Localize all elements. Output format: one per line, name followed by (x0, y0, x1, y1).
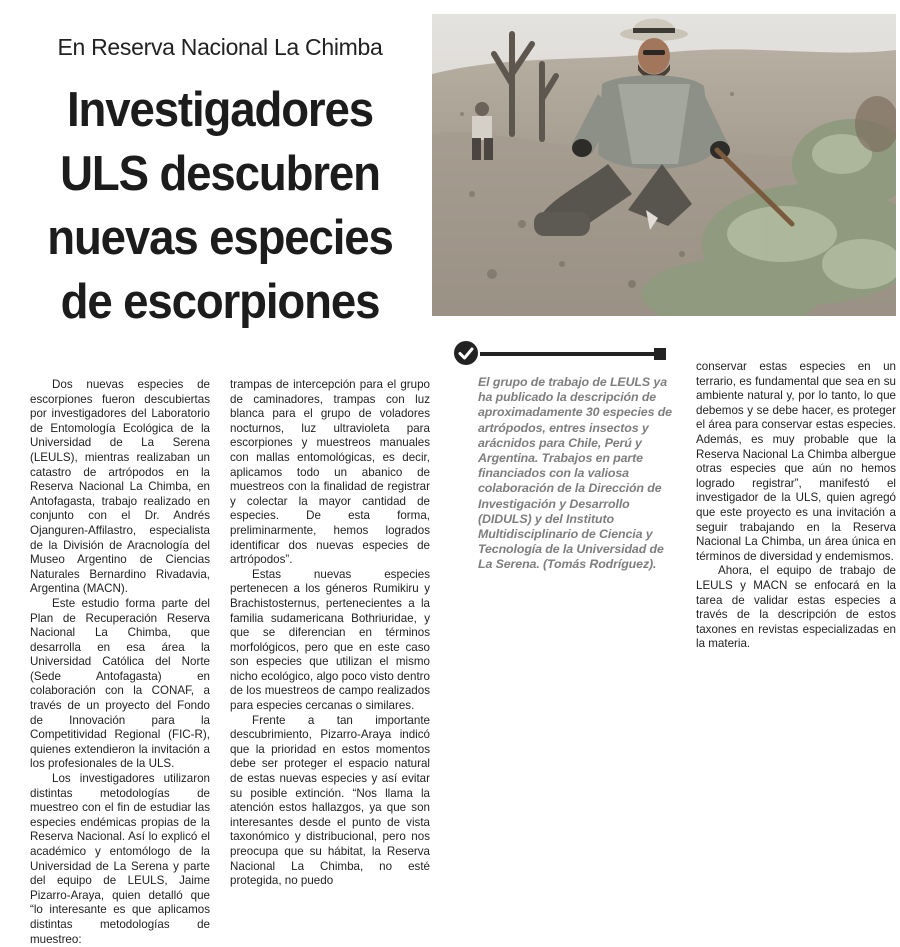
headline (32, 78, 408, 334)
article-paragraph: Ahora, el equipo de trabajo de LEULS y MACN se enfocará en la tarea de validar estas especies a través de la descripción de estos taxones en revistas especializadas en la materia. (696, 564, 896, 651)
article-paragraph: Frente a tan importante descubrimiento, Pizarro-Araya indicó que la prioridad en estos momentos debe ser proteger el espacio natural de estas nuevas especies y así evitar su posible extinción. “Nos llama la atención estos hallazgos, ya que son interesantes desde el punto de vista taxonómico y distribucional, pero nos preocupa que su hábitat, la Reserva Nacional La Chimba, no esté protegida, no puedo (230, 713, 430, 888)
headline-line: ULS descubren (60, 147, 380, 201)
headline-line: Investigadores (66, 83, 374, 137)
sidebar-bar-end (654, 348, 666, 360)
article-paragraph: Este estudio forma parte del Plan de Recuperación Reserva Nacional La Chimba, que desarrolla en esa área la Universidad Católica del Norte (Sede Antofagasta) en colaboración con la CONAF, a través de un proyecto del Fondo de Innovación para la Competitividad Regional (FIC-R), quienes extendieron la invitación a los profesionales de la ULS. (30, 596, 210, 771)
article-column-1 (30, 378, 210, 947)
article-paragraph: conservar estas especies en un terrario, es fundamental que sea en su ambiente natural y, por lo tanto, lo que debemos y se debe hacer, es proteger el área para conservar estas especies. Además, es muy probable que la Reserva Nacional La Chimba albergue otras especies que aún no hemos logrado registrar”, manifestó el investigador de la ULS, quien agregó que este proyecto es una invitación a seguir trabajando en la Reserva Nacional La Chimba, un área única en términos de diversidad y endemismos. (696, 360, 896, 563)
headline-line: de escorpiones (60, 275, 380, 329)
field-research-photo (432, 14, 896, 316)
checkmark-icon (454, 341, 478, 365)
kicker: En Reserva Nacional La Chimba (57, 34, 383, 60)
article-column-3 (696, 360, 896, 652)
headline-line: nuevas especies (47, 211, 393, 265)
article-paragraph: Estas nuevas especies pertenecen a los géneros Rumikiru y Brachistosternus, pertenecientes a la familia sudamericana Bothriuridae, y que se diferencian en términos morfológicos, pero que en este caso son especies que utilizan el mismo nicho ecológico, algo poco visto dentro de los muestreos de campo realizados para especies cercanas o similares. (230, 567, 430, 713)
article-paragraph: trampas de intercepción para el grupo de caminadores, trampas con luz blanca para el grupo de voladores nocturnos, luz ultravioleta para escorpiones y muestreos manuales con mallas entomológicas, es decir, aplicamos todo un abanico de muestreos con la finalidad de registrar y colectar la mayor cantidad de especies. De esta forma, preliminarmente, hemos logrados identificar dos nuevas especies de artrópodos”. (230, 378, 430, 567)
sidebar-pullquote: El grupo de trabajo de LEULS ya ha publicado la descripción de aproximadamente 30 especies de artrópodos, entres insectos y arácnidos para Chile, Perú y Argentina. Trabajos en parte financiados con la valiosa colaboración de la Dirección de Investigación y Desarrollo (DIDULS) y del Instituto Multidisciplinario de Ciencia y Tecnología de la Universidad de La Serena. (Tomás Rodríguez). (478, 375, 672, 572)
sidebar-divider (480, 352, 654, 356)
article-column-2 (230, 378, 430, 889)
sidebar-header-bar (450, 340, 666, 366)
article-paragraph: Los investigadores utilizaron distintas metodologías de muestreo con el fin de estudiar las especies endémicas propias de la Reserva Nacional. Así lo explicó el académico y entomólogo de la Universidad de La Serena y parte del equipo de LEULS, Jaime Pizarro-Araya, quien detalló que “lo interesante es que aplicamos distintas metodologías de muestreo: (30, 772, 210, 946)
article-paragraph: Dos nuevas especies de escorpiones fueron descubiertas por investigadores del Laboratorio de Entomología Ecológica de la Universidad de La Serena (LEULS), mientras realizaban un catastro de artrópodos en la Reserva Nacional La Chimba, en Antofagasta, trabajo realizado en conjunto con el Dr. Andrés Ojanguren-Affilastro, especialista de la División de Aracnología del Museo Argentino de Ciencias Naturales Bernardino Rivadavia, Argentina (MACN). (30, 378, 210, 596)
